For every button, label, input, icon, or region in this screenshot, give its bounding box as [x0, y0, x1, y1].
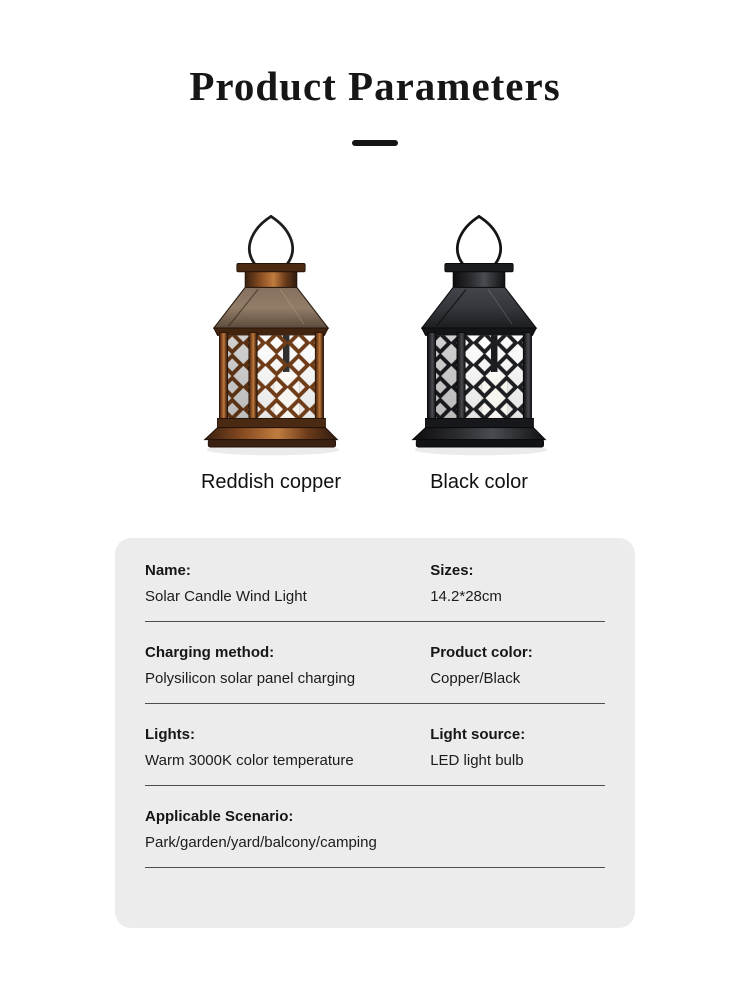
- variant-black-label: Black color: [430, 471, 528, 493]
- spec-cell-name: [145, 562, 430, 605]
- spec-cell-empty: [430, 808, 605, 851]
- spec-label: Applicable Scenario:: [145, 808, 294, 825]
- spec-row-charging-color: [145, 622, 605, 704]
- spec-row-scenario: [145, 786, 605, 868]
- spec-label: Product color:: [430, 644, 533, 661]
- spec-value: Solar Candle Wind Light: [145, 588, 307, 605]
- spec-cell-lights: [145, 726, 430, 769]
- spec-value: Warm 3000K color temperature: [145, 752, 354, 769]
- page-title: Product Parameters: [189, 63, 561, 109]
- spec-value: Copper/Black: [430, 670, 521, 687]
- spec-cell-applicable-scenario: [145, 808, 430, 851]
- black-lantern-image: [396, 210, 562, 459]
- page-header: [0, 0, 750, 146]
- color-variants-row: [0, 210, 750, 494]
- spec-cell-sizes: [430, 562, 605, 605]
- spec-cell-light-source: [430, 726, 605, 769]
- title-underline-dash: [352, 140, 398, 146]
- spec-cell-charging-method: [145, 644, 430, 687]
- spec-value: 14.2*28cm: [430, 588, 502, 605]
- variant-copper-label: Reddish copper: [200, 471, 342, 493]
- spec-value: Polysilicon solar panel charging: [145, 670, 356, 687]
- spec-label: Name:: [145, 562, 191, 579]
- spec-label: Lights:: [145, 726, 195, 743]
- variant-black: [394, 210, 564, 494]
- spec-row-name-sizes: [145, 540, 605, 622]
- spec-row-lights-source: [145, 704, 605, 786]
- spec-cell-product-color: [430, 644, 605, 687]
- parameters-card: [115, 538, 635, 928]
- spec-label: Charging method:: [145, 644, 275, 661]
- spec-value: Park/garden/yard/balcony/camping: [145, 834, 377, 851]
- spec-label: Light source:: [430, 726, 526, 743]
- variant-copper: [186, 210, 356, 494]
- spec-value: LED light bulb: [430, 752, 524, 769]
- spec-label: Sizes:: [430, 562, 474, 579]
- copper-lantern-image: [188, 210, 354, 459]
